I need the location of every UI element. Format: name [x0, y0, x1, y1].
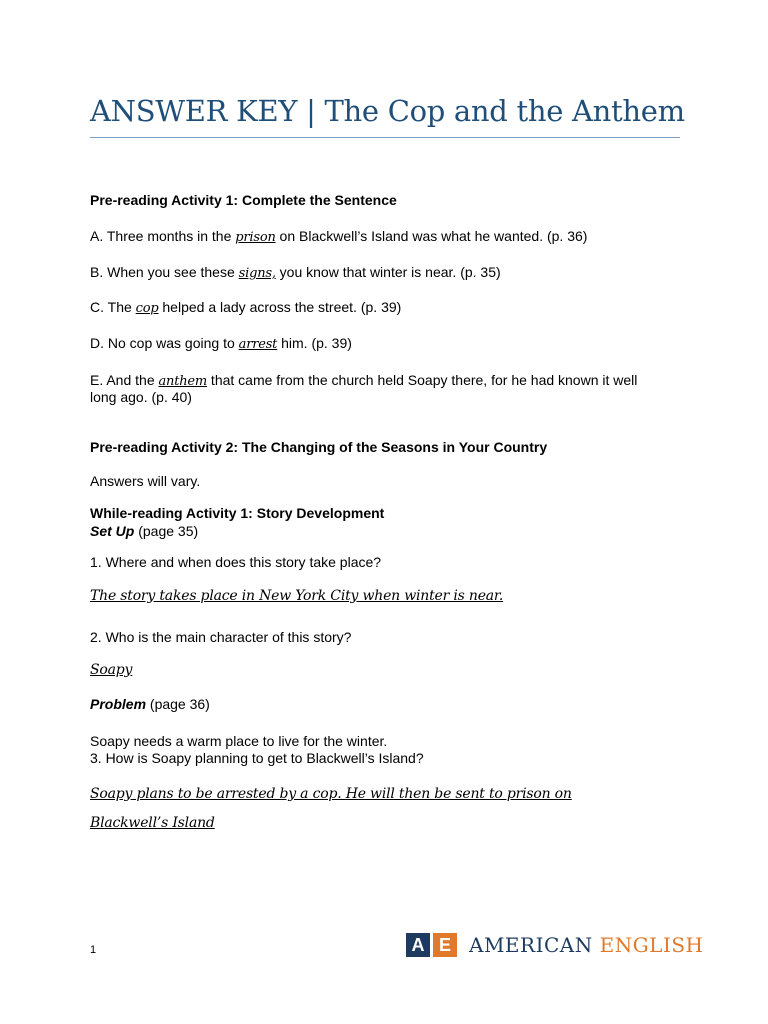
question-3: 3. How is Soapy planning to get to Blackwell’s Island? — [90, 750, 424, 766]
sentence-d-pre: D. No cop was going to — [90, 335, 239, 351]
answer-3-line-2: Blackwell’s Island — [90, 815, 215, 831]
page-title: ANSWER KEY | The Cop and the Anthem — [90, 94, 685, 128]
setup-label-text: Set Up — [90, 523, 135, 539]
sentence-d-answer: arrest — [238, 337, 278, 352]
sentence-a-post: on Blackwell’s Island was what he wanted. (p. 36) — [275, 228, 588, 244]
sentence-e-answer: anthem — [158, 374, 208, 389]
american-english-logo — [406, 932, 704, 958]
activity2-answer: Answers will vary. — [90, 473, 201, 489]
problem-label-text: Problem — [90, 696, 147, 712]
answer-2: Soapy — [90, 662, 133, 678]
title-divider — [90, 137, 680, 138]
sentence-c-answer: cop — [135, 301, 159, 316]
answer-3-line-1: Soapy plans to be arrested by a cop. He will then be sent to prison on — [90, 786, 572, 802]
page-number: 1 — [90, 944, 97, 956]
problem-text: Soapy needs a warm place to live for the winter. — [90, 733, 388, 749]
sentence-e — [90, 372, 637, 390]
sentence-e-post: that came from the church held Soapy there, for he had known it well — [207, 372, 638, 388]
question-1: 1. Where and when does this story take place? — [90, 554, 382, 570]
problem-label — [90, 696, 210, 713]
logo-a-icon: A — [406, 933, 430, 957]
sentence-b-pre: B. When you see these — [90, 264, 239, 280]
activity1-heading: Pre-reading Activity 1: Complete the Sentence — [90, 192, 397, 208]
sentence-d-post: him. (p. 39) — [277, 335, 352, 351]
sentence-c — [90, 299, 401, 317]
sentence-c-post: helped a lady across the street. (p. 39) — [158, 299, 402, 315]
sentence-e-continued: long ago. (p. 40) — [90, 389, 192, 405]
sentence-c-pre: C. The — [90, 299, 136, 315]
sentence-b-post: you know that winter is near. (p. 35) — [275, 264, 501, 280]
sentence-e-pre: E. And the — [90, 372, 159, 388]
sentence-a-answer: prison — [235, 230, 276, 245]
logo-e-icon: E — [433, 933, 457, 957]
while1-heading: While-reading Activity 1: Story Development — [90, 505, 385, 521]
problem-page: (page 36) — [146, 696, 210, 712]
sentence-a — [90, 228, 587, 246]
sentence-d — [90, 335, 352, 353]
setup-label — [90, 523, 198, 540]
activity2-heading: Pre-reading Activity 2: The Changing of the Seasons in Your Country — [90, 439, 548, 455]
logo-wordmark — [469, 933, 704, 957]
sentence-b-answer: signs, — [238, 266, 276, 281]
sentence-b — [90, 264, 501, 282]
logo-word-american: AMERICAN — [469, 933, 600, 957]
logo-word-english: ENGLISH — [599, 933, 704, 957]
question-2: 2. Who is the main character of this story? — [90, 629, 352, 645]
answer-1: The story takes place in New York City when winter is near. — [90, 588, 504, 604]
setup-page: (page 35) — [134, 523, 199, 539]
sentence-a-pre: A. Three months in the — [90, 228, 236, 244]
